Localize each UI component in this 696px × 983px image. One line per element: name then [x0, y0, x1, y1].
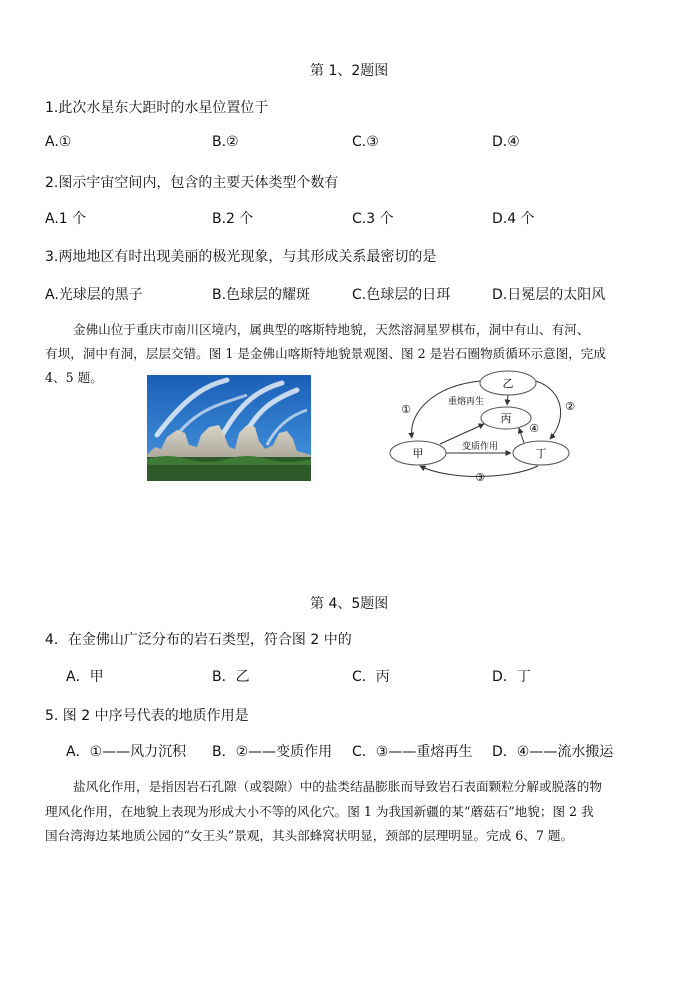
node-ding: 丁 [535, 447, 547, 460]
q4-option-d: D．丁 [492, 669, 531, 685]
number-3: ③ [475, 471, 485, 484]
q2-option-b: B.2 个 [212, 211, 254, 227]
q2-option-a: A.1 个 [45, 211, 87, 227]
q4-option-c: C．丙 [352, 669, 390, 685]
q1-option-a: A.① [45, 134, 72, 150]
question-4-stem: 4．在金佛山广泛分布的岩石类型，符合图 2 中的 [45, 632, 352, 648]
q4-option-a: A．甲 [66, 669, 104, 685]
q3-option-d: D.日冕层的太阳风 [492, 287, 606, 303]
passage-1-line-3: 4、5 题。 [45, 370, 103, 385]
q5-option-a: A．①——风力沉积 [66, 744, 187, 760]
q3-option-b: B.色球层的耀斑 [212, 287, 311, 303]
q3-option-a: A.光球层的黑子 [45, 287, 143, 303]
q4-option-b: B．乙 [212, 669, 250, 685]
node-yi: 乙 [502, 377, 514, 390]
number-4: ④ [529, 422, 539, 435]
q2-option-c: C.3 个 [352, 211, 394, 227]
q2-option-d: D.4 个 [492, 211, 535, 227]
q1-option-c: C.③ [352, 134, 379, 150]
q3-option-c: C.色球层的日珥 [352, 287, 451, 303]
passage-1-line-2: 有坝，洞中有洞，层层交错。图 1 是金佛山喀斯特地貌景观图、图 2 是岩石圈物质循环示意图，完成 [45, 346, 606, 361]
number-1: ① [401, 403, 411, 416]
node-bing: 丙 [500, 412, 512, 425]
question-5-stem: 5. 图 2 中序号代表的地质作用是 [45, 708, 249, 724]
question-3-stem: 3.两地地区有时出现美丽的极光现象，与其形成关系最密切的是 [45, 249, 437, 265]
passage-2-line-3: 国台湾海边某地质公园的“女王头”景观，其头部蜂窝状明显，颈部的层理明显。完成 6、7 题。 [45, 828, 574, 843]
q5-option-d: D．④——流水搬运 [492, 744, 614, 760]
label-remelt: 重熔再生 [447, 397, 485, 407]
q5-option-b: B．②——变质作用 [212, 744, 333, 760]
question-1-stem: 1.此次水星东大距时的水星位置位于 [45, 100, 269, 116]
label-metamorphism: 变质作用 [461, 442, 499, 452]
karst-landscape-photo [147, 375, 311, 481]
node-jia: 甲 [412, 447, 424, 460]
passage-2-line-1: 盐风化作用，是指因岩石孔隙（或裂隙）中的盐类结晶膨胀而导致岩石表面颗粒分解或脱落的物 [73, 779, 602, 794]
rock-cycle-diagram [388, 368, 578, 486]
question-2-stem: 2.图示宇宙空间内，包含的主要天体类型个数有 [45, 175, 339, 191]
passage-2-line-2: 理风化作用，在地貌上表现为形成大小不等的风化穴。图 1 为我国新疆的某“蘑菇石”地貌；图 2 我 [45, 804, 594, 819]
figure-caption-1-2: 第 1、2题图 [310, 63, 389, 79]
q1-option-b: B.② [212, 134, 239, 150]
q1-option-d: D.④ [492, 134, 520, 150]
number-2: ② [565, 400, 575, 413]
passage-1-line-1: 金佛山位于重庆市南川区境内，属典型的喀斯特地貌，天然溶洞星罗棋布，洞中有山、有河、 [73, 322, 590, 337]
q5-option-c: C．③——重熔再生 [352, 744, 473, 760]
figure-caption-4-5: 第 4、5题图 [310, 596, 389, 612]
